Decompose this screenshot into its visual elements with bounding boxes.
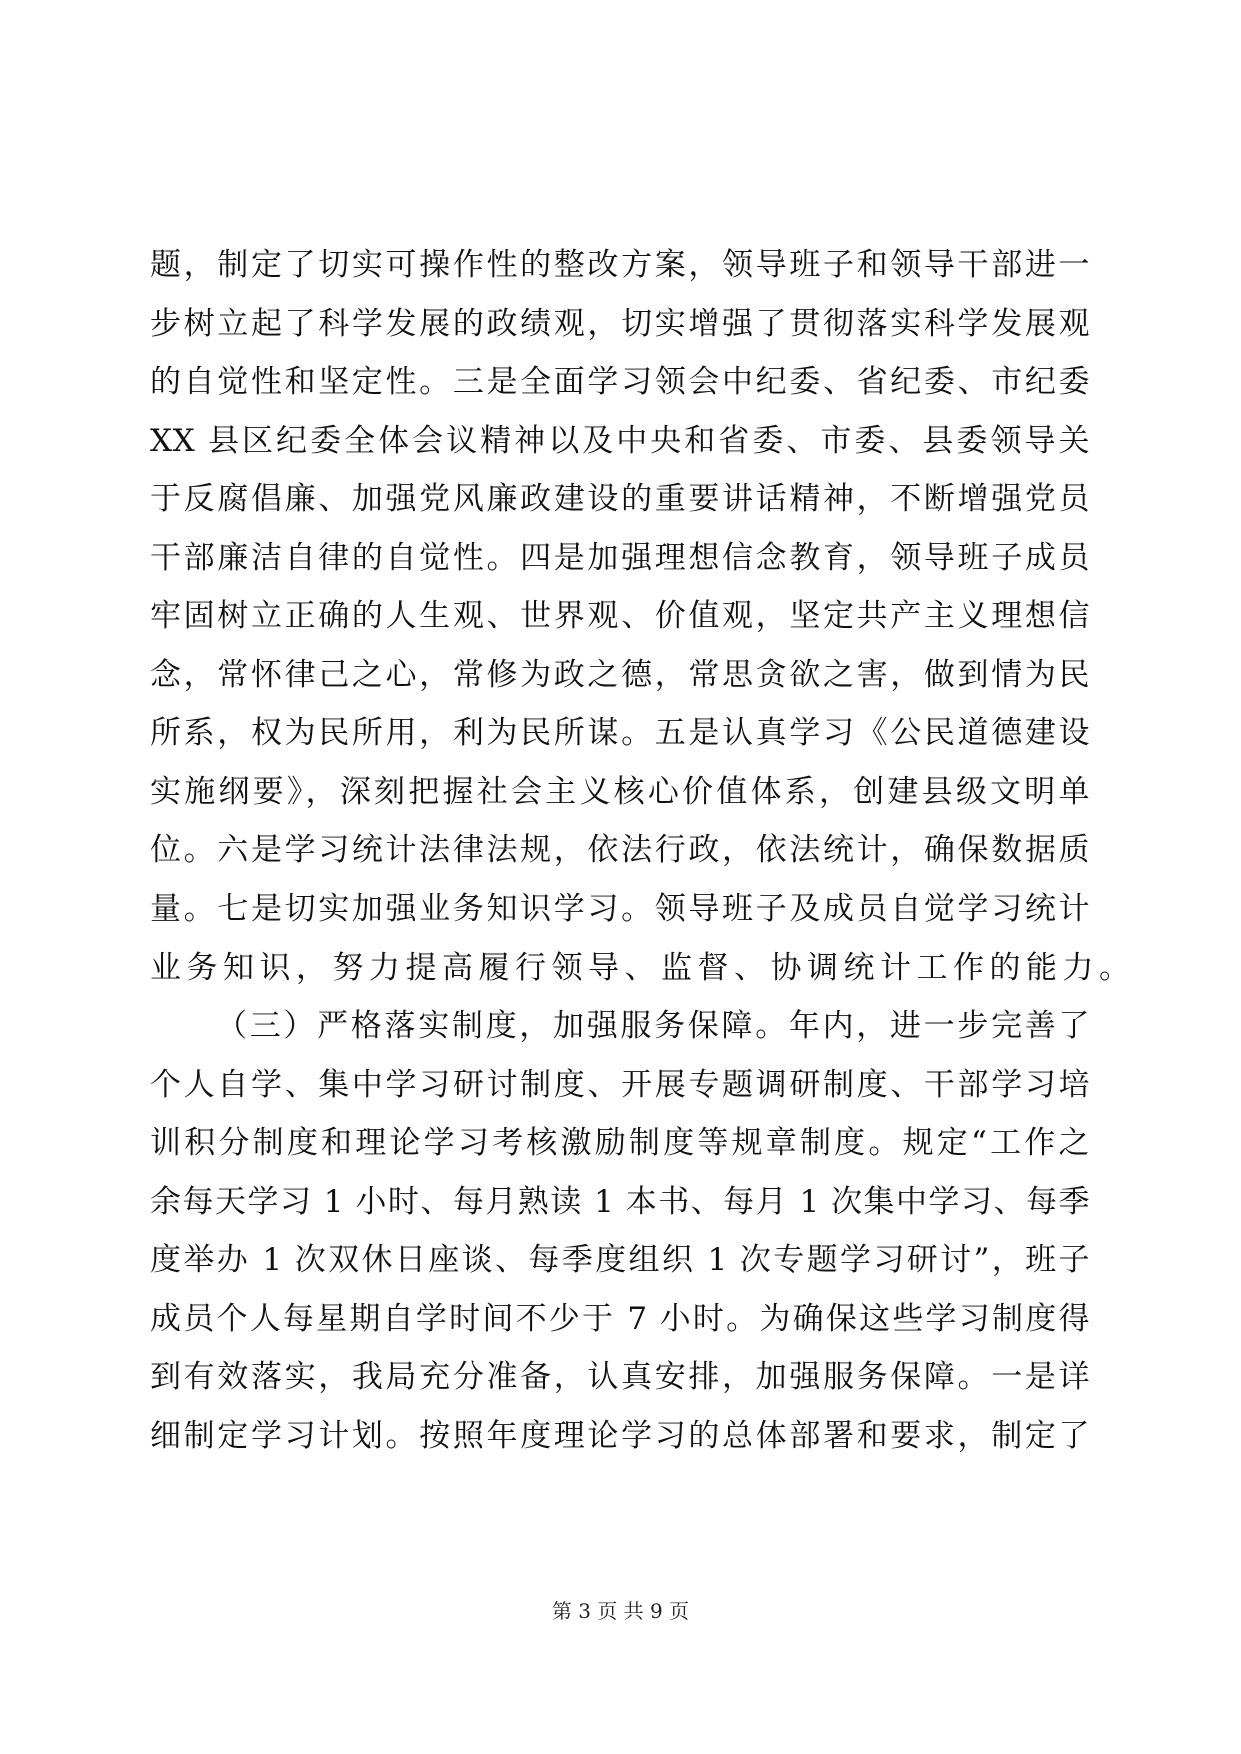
- section-heading-line: （三）严格落实制度，加强服务保障。年内，进一步完善了: [216, 1008, 1090, 1045]
- paragraph-end-line: 业务知识，努力提高履行领导、监督、协调统计工作的能力。: [150, 949, 1136, 986]
- text-line: XX 县区纪委全体会议精神以及中央和省委、市委、县委领导关: [150, 422, 1090, 459]
- text-line: 干部廉洁自律的自觉性。四是加强理想信念教育，领导班子成员: [150, 539, 1090, 576]
- text-line: 念，常怀律己之心，常修为政之德，常思贪欲之害，做到情为民: [150, 656, 1090, 693]
- text-line: 训积分制度和理论学习考核激励制度等规章制度。规定“工作之: [150, 1125, 1090, 1162]
- text-line: 于反腐倡廉、加强党风廉政建设的重要讲话精神，不断增强党员: [150, 481, 1090, 518]
- text-line: 度举办 1 次双休日座谈、每季度组织 1 次专题学习研讨”，班子: [150, 1242, 1090, 1279]
- text-line: 位。六是学习统计法律法规，依法行政，依法统计，确保数据质: [150, 832, 1090, 869]
- text-line: 量。七是切实加强业务知识学习。领导班子及成员自觉学习统计: [150, 891, 1090, 928]
- body-text: [150, 236, 1136, 1465]
- text-line: 的自觉性和坚定性。三是全面学习领会中纪委、省纪委、市纪委: [150, 364, 1090, 401]
- page-number-footer: 第 3 页 共 9 页: [551, 1599, 690, 1623]
- text-line: 个人自学、集中学习研讨制度、开展专题调研制度、干部学习培: [150, 1066, 1090, 1103]
- text-line: 实施纲要》，深刻把握社会主义核心价值体系，创建县级文明单: [150, 773, 1090, 810]
- text-line: 所系，权为民所用，利为民所谋。五是认真学习《公民道德建设: [150, 715, 1090, 752]
- text-line: 牢固树立正确的人生观、世界观、价值观，坚定共产主义理想信: [150, 598, 1090, 635]
- text-line: 步树立起了科学发展的政绩观，切实增强了贯彻落实科学发展观: [150, 305, 1090, 342]
- text-line: 余每天学习 1 小时、每月熟读 1 本书、每月 1 次集中学习、每季: [150, 1183, 1090, 1220]
- text-line: 题，制定了切实可操作性的整改方案，领导班子和领导干部进一: [150, 247, 1090, 283]
- text-line: 成员个人每星期自学时间不少于 7 小时。为确保这些学习制度得: [150, 1300, 1090, 1337]
- text-line: 到有效落实，我局充分准备，认真安排，加强服务保障。一是详: [150, 1359, 1090, 1396]
- text-line: 细制定学习计划。按照年度理论学习的总体部署和要求，制定了: [150, 1417, 1090, 1454]
